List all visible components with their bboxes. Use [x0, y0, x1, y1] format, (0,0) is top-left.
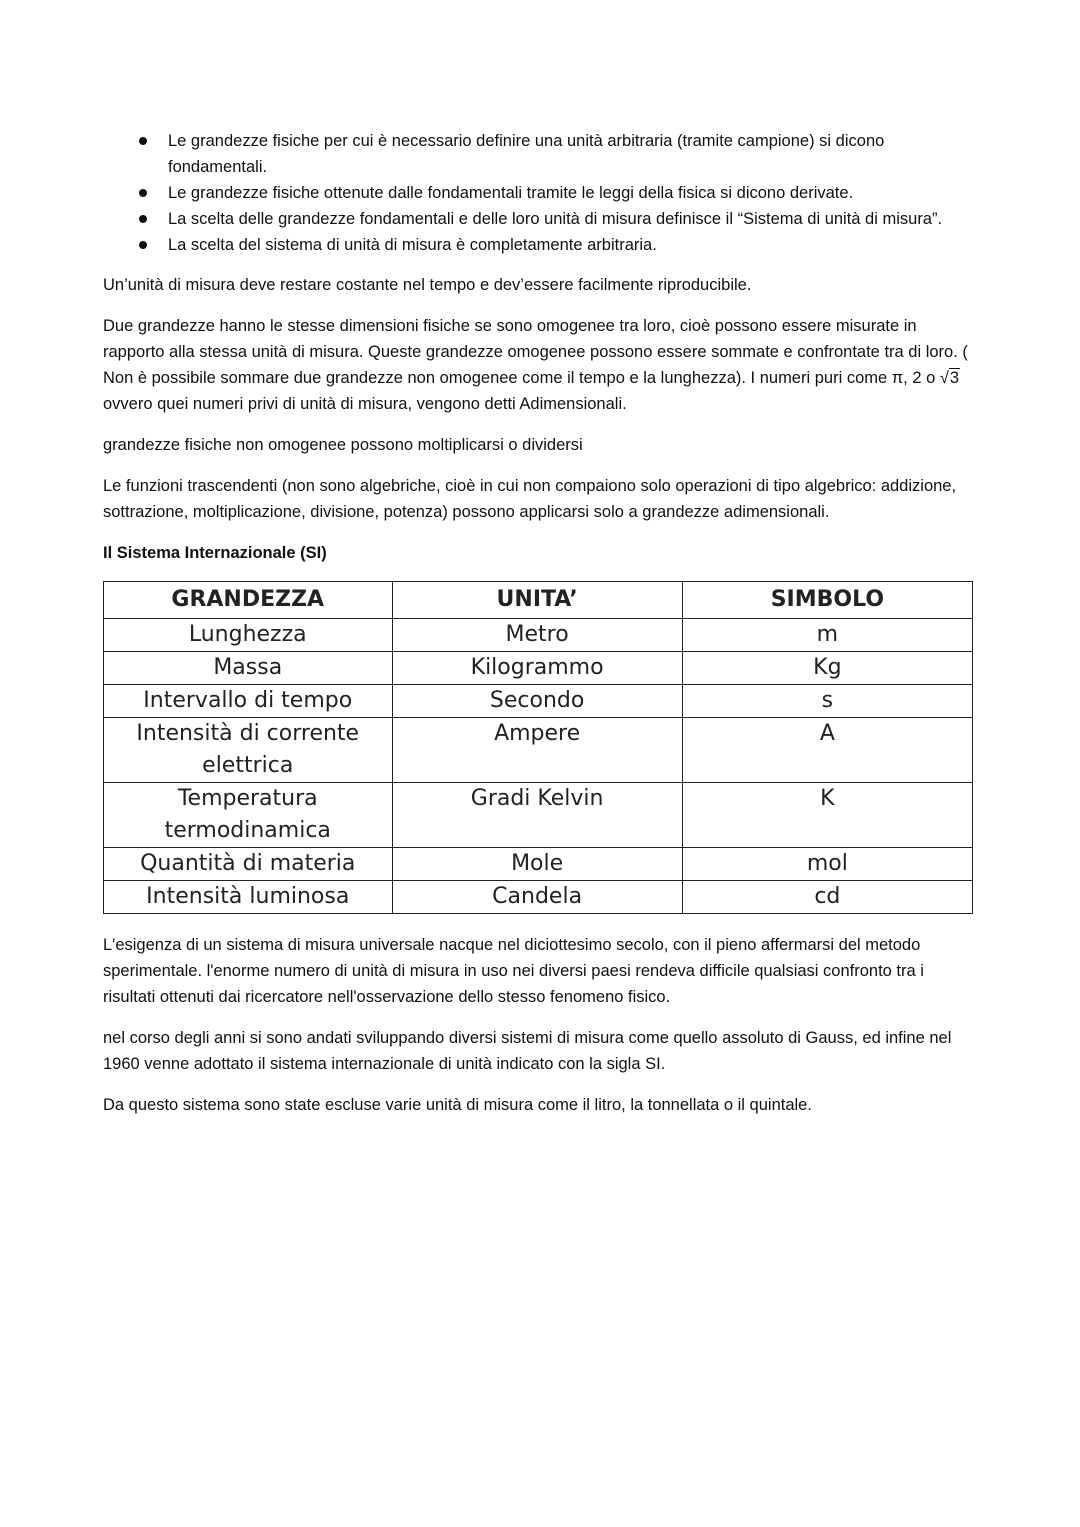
cell-grandezza: Massa [104, 652, 393, 685]
cell-unita: Mole [392, 848, 682, 881]
paragraph-gauss: nel corso degli anni si sono andati sviluppando diversi sistemi di misura come quello assoluto di Gauss, ed infine nel 1960 venne adottato il sistema internazionale di unità indicato con la sigla SI. [103, 1029, 952, 1073]
header-simbolo: SIMBOLO [682, 582, 972, 619]
section-title: Il Sistema Internazionale (SI) [103, 544, 327, 562]
cell-simbolo: Kg [682, 652, 972, 685]
list-item: Le grandezze fisiche per cui è necessario definire una unità arbitraria (tramite campione) si dicono fondamentali. [103, 128, 978, 180]
cell-grandezza: Intensità luminosa [104, 881, 393, 914]
document-content [103, 128, 978, 1133]
table-row [104, 619, 973, 652]
paragraph-multiplication: grandezze fisiche non omogenee possono moltiplicarsi o dividersi [103, 436, 583, 454]
header-grandezza: GRANDEZZA [104, 582, 393, 619]
cell-simbolo: s [682, 685, 972, 718]
cell-simbolo: cd [682, 881, 972, 914]
table-row [104, 718, 973, 783]
cell-unita: Gradi Kelvin [392, 783, 682, 848]
paragraph-transcendent: Le funzioni trascendenti (non sono algebriche, cioè in cui non compaiono solo operazioni di tipo algebrico: addizione, sottrazione, moltiplicazione, divisione, potenza) possono applicarsi solo a grandezze adimensionali. [103, 477, 957, 521]
cell-simbolo: mol [682, 848, 972, 881]
table-row [104, 783, 973, 848]
cell-simbolo: m [682, 619, 972, 652]
cell-grandezza: Intervallo di tempo [104, 685, 393, 718]
paragraph-text: ovvero quei numeri privi di unità di misura, vengono detti Adimensionali. [103, 395, 627, 413]
sqrt-expression [940, 368, 960, 387]
table-row [104, 652, 973, 685]
cell-unita: Candela [392, 881, 682, 914]
table-row [104, 848, 973, 881]
paragraph-unit-constancy: Un’unità di misura deve restare costante nel tempo e dev’essere facilmente riproducibile. [103, 276, 752, 294]
header-unita: UNITA’ [392, 582, 682, 619]
table-row [104, 685, 973, 718]
sqrt-argument: 3 [949, 369, 960, 387]
list-item: La scelta del sistema di unità di misura è completamente arbitraria. [103, 232, 978, 258]
definitions-list [103, 128, 978, 258]
si-units-table [103, 581, 973, 914]
cell-grandezza: Quantità di materia [104, 848, 393, 881]
paragraph-homogeneous [103, 313, 978, 417]
cell-unita: Ampere [392, 718, 682, 783]
sqrt-symbol: √ [939, 369, 949, 387]
table-row [104, 881, 973, 914]
cell-grandezza: Lunghezza [104, 619, 393, 652]
cell-grandezza: Temperatura termodinamica [104, 783, 393, 848]
list-item: La scelta delle grandezze fondamentali e delle loro unità di misura definisce il “Sistema di unità di misura”. [103, 206, 978, 232]
cell-unita: Metro [392, 619, 682, 652]
cell-unita: Secondo [392, 685, 682, 718]
paragraph-history: L'esigenza di un sistema di misura universale nacque nel diciottesimo secolo, con il pieno affermarsi del metodo sperimentale. l'enorme numero di unità di misura in uso nei diversi paesi rendeva difficile qualsiasi confronto tra i risultati ottenuti dai ricercatore nell'osservazione dello stesso fenomeno fisico. [103, 936, 924, 1006]
cell-simbolo: K [682, 783, 972, 848]
paragraph-text: Due grandezze hanno le stesse dimensioni fisiche se sono omogenee tra loro, cioè possono essere misurate in rapporto alla stessa unità di misura. Queste grandezze omogenee possono essere sommate e confrontate tra di loro. ( Non è possibile sommare due grandezze non omogenee come il tempo e la lunghezza). I numeri puri come π, 2 o [103, 317, 968, 387]
cell-unita: Kilogrammo [392, 652, 682, 685]
list-item: Le grandezze fisiche ottenute dalle fondamentali tramite le leggi della fisica si dicono derivate. [103, 180, 978, 206]
paragraph-excluded-units: Da questo sistema sono state escluse varie unità di misura come il litro, la tonnellata o il quintale. [103, 1096, 812, 1114]
cell-simbolo: A [682, 718, 972, 783]
cell-grandezza: Intensità di corrente elettrica [104, 718, 393, 783]
table-header-row [104, 582, 973, 619]
